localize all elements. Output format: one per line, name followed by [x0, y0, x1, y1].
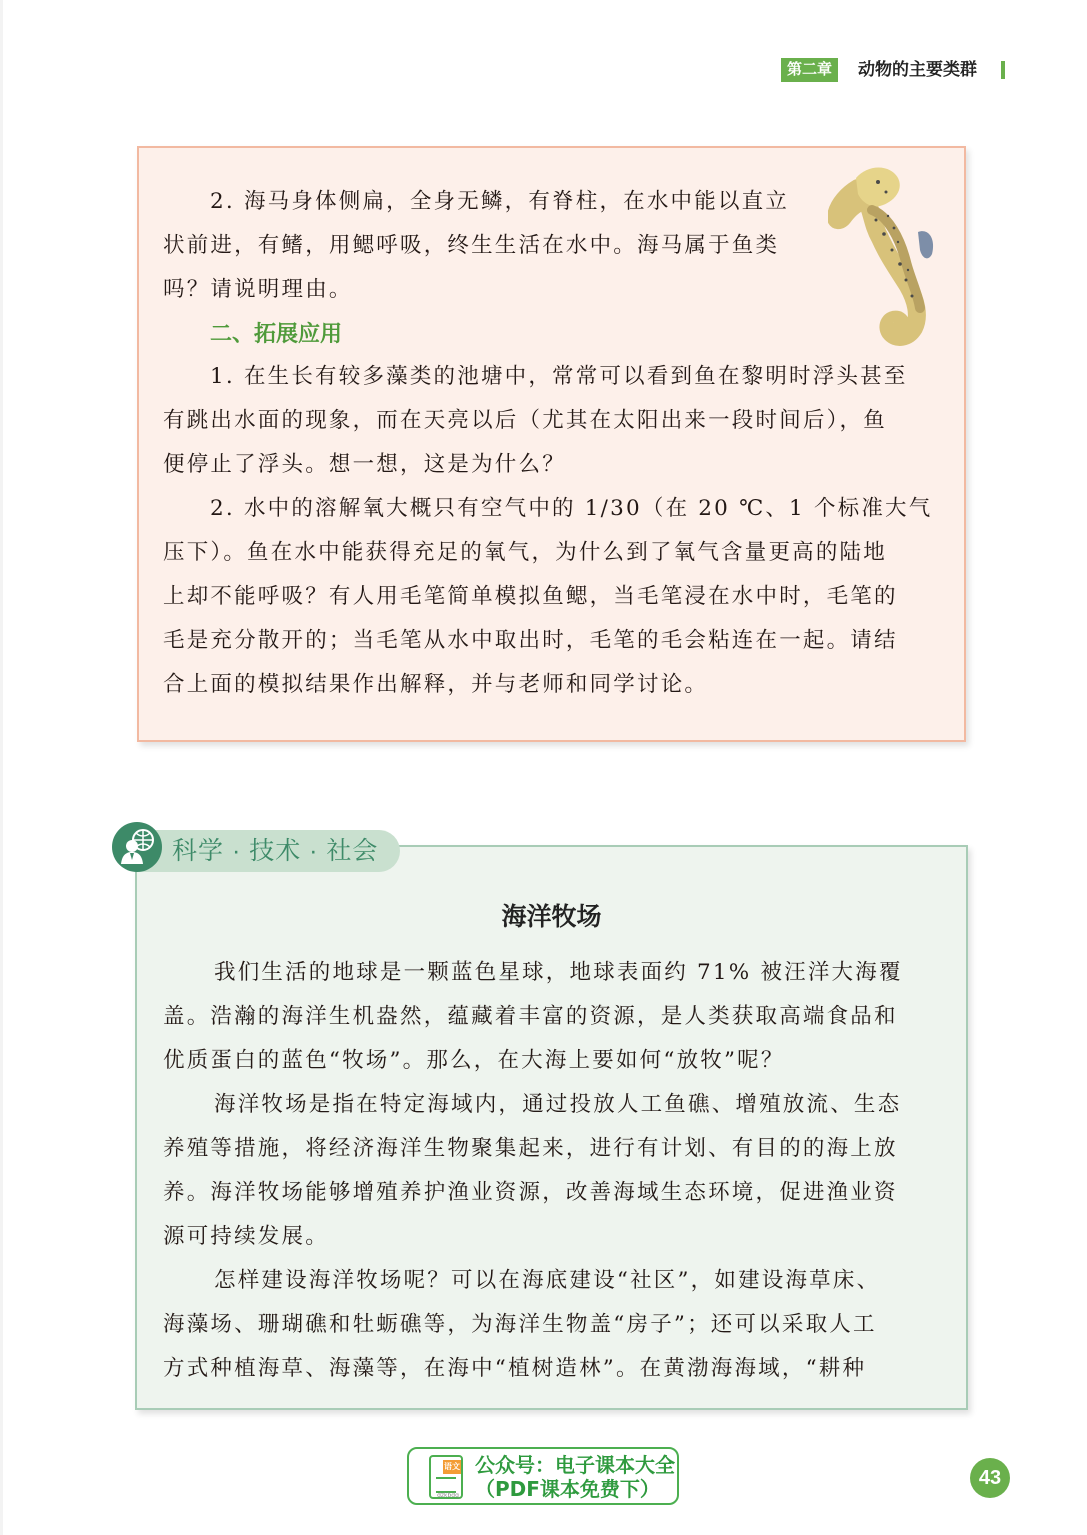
chapter-title: 动物的主要类群 [858, 60, 977, 79]
article-title: 海洋牧场 [501, 902, 602, 931]
exercise-text-line: 压下）。鱼在水中能获得充足的氧气，为什么到了氧气含量更高的陆地 [163, 540, 887, 565]
article-text-line: 我们生活的地球是一颗蓝色星球，地球表面约 71% 被汪洋大海覆 [214, 960, 903, 985]
exercise-text-line: 便停止了浮头。想一想，这是为什么？ [163, 452, 566, 477]
article-text-line: 养。海洋牧场能够增殖养护渔业资源，改善海域生态环境，促进渔业资 [163, 1180, 898, 1205]
chapter-tag: 第二章 [781, 58, 838, 82]
scientist-globe-icon [112, 822, 162, 872]
sts-label: 科学 · 技术 · 社会 [172, 837, 379, 865]
article-text-line: 优质蛋白的蓝色“牧场”。那么，在大海上要如何“放牧”呢？ [163, 1048, 785, 1073]
article-text-line: 方式种植海草、海藻等，在海中“植树造林”。在黄渤海海域，“耕种 [163, 1356, 867, 1381]
exercise-text-line: 有跳出水面的现象，而在天亮以后（尤其在太阳出来一段时间后），鱼 [163, 408, 887, 433]
article-text-line: 源可持续发展。 [163, 1224, 329, 1249]
wechat-line-1: 公众号：电子课本大全 [475, 1453, 675, 1477]
exercise-text-line: 1. 在生长有较多藻类的池塘中，常常可以看到鱼在黎明时浮头甚至 [210, 364, 908, 389]
article-text-line: 怎样建设海洋牧场呢？可以在海底建设“社区”，如建设海草床、 [214, 1268, 881, 1293]
article-text-line: 海藻场、珊瑚礁和牡蛎礁等，为海洋生物盖“房子”；还可以采取人工 [163, 1312, 877, 1337]
seahorse-image [828, 158, 948, 348]
exercise-text-line: 状前进，有鳍，用鳃呼吸，终生生活在水中。海马属于鱼类 [163, 233, 780, 258]
page-edge [0, 0, 3, 1535]
article-text-line: 盖。浩瀚的海洋生机盎然，蕴藏着丰富的资源，是人类获取高端食品和 [163, 1004, 898, 1029]
wechat-line-2: （PDF课本免费下） [475, 1477, 660, 1501]
wechat-banner [407, 1447, 679, 1505]
exercise-text-line: 上却不能呼吸？有人用毛笔简单模拟鱼鳃，当毛笔浸在水中时，毛笔的 [163, 584, 898, 609]
chapter-marker [1001, 61, 1005, 79]
exercise-text-line: 吗？请说明理由。 [163, 277, 353, 302]
article-text-line: 海洋牧场是指在特定海域内，通过投放人工鱼礁、增殖放流、生态 [214, 1092, 902, 1117]
book-icon-tag: 语文 [443, 1460, 461, 1474]
page-number: 43 [970, 1458, 1010, 1498]
book-icon-caption: dzkbdq [437, 1492, 459, 1499]
exercise-text-line: 合上面的模拟结果作出解释，并与老师和同学讨论。 [163, 672, 709, 697]
exercise-text-line: 2. 海马身体侧扁，全身无鳞，有脊柱，在水中能以直立 [210, 189, 790, 214]
exercise-text-line: 毛是充分散开的；当毛笔从水中取出时，毛笔的毛会粘连在一起。请结 [163, 628, 898, 653]
book-icon [429, 1455, 463, 1499]
exercise-text-line: 2. 水中的溶解氧大概只有空气中的 1/30（在 20 ℃、1 个标准大气 [210, 496, 933, 521]
section-heading: 二、拓展应用 [210, 321, 343, 346]
article-text-line: 养殖等措施，将经济海洋生物聚集起来，进行有计划、有目的的海上放 [163, 1136, 898, 1161]
